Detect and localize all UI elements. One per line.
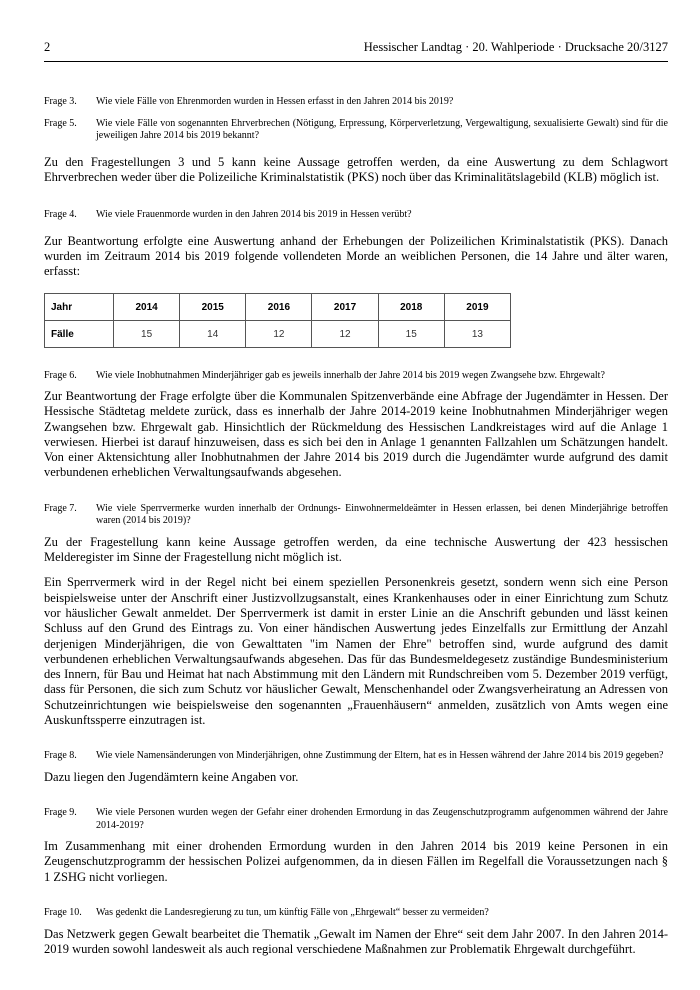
- document-page: [44, 40, 668, 957]
- answer-8: Dazu liegen den Jugendämtern keine Angaben vor.: [44, 769, 299, 784]
- running-title: Hessischer Landtag · 20. Wahlperiode · Drucksache 20/3127: [363, 40, 668, 54]
- question-7: [44, 503, 668, 528]
- question-label: Frage 6.: [44, 370, 77, 382]
- question-6: [44, 370, 668, 383]
- table-cell-year: 2017: [312, 294, 378, 321]
- table-cell-year: 2014: [114, 294, 180, 321]
- question-text: Wie viele Inobhutnahmen Minderjähriger gab es jeweils innerhalb der Jahre 2014 bis 2019 wegen Zwangsehe bzw. Ehrgewalt?: [96, 370, 605, 382]
- table-cell-year: 2015: [180, 294, 246, 321]
- table-row-cases: [45, 321, 511, 348]
- answer-7-intro: Zu der Fragestellung kann keine Aussage getroffen werden, da eine technische Auswertung der 423 hessischen Melderegister im Sinne der Fragestellung nicht möglich ist.: [44, 534, 668, 565]
- answer-10: Das Netzwerk gegen Gewalt bearbeitet die Thematik „Gewalt im Namen der Ehre“ seit dem Jahr 2007. In den Jahren 2014-2019 wurden sowohl landesweit als auch regional verschiedene Maßnahmen zur Problematik Ehrgewalt durchgeführt.: [44, 926, 668, 956]
- question-label: Frage 4.: [44, 209, 77, 221]
- table-cell-cases: 12: [312, 321, 378, 348]
- question-8: [44, 750, 668, 763]
- question-label: Frage 5.: [44, 117, 77, 129]
- question-9: [44, 807, 668, 832]
- question-text: Wie viele Sperrvermerke wurden innerhalb der Ordnungs- Einwohnermeldeämter in Hessen erlassen, bei denen Minderjährige betroffen waren (2014 bis 2019)?: [96, 502, 668, 527]
- table-row-header: Jahr: [45, 294, 114, 321]
- answer-4: Zur Beantwortung erfolgte eine Auswertung anhand der Erhebungen der Polizeilichen Kriminalstatistik (PKS). Danach wurden im Zeitraum 2014 bis 2019 folgende vollendeten Morde an weiblichen Personen, die 14 Jahre und älter waren, erfasst:: [44, 233, 668, 279]
- page-number: 2: [44, 40, 51, 54]
- table-cell-cases: 15: [114, 321, 180, 348]
- table-cell-year: 2019: [444, 294, 510, 321]
- question-text: Was gedenkt die Landesregierung zu tun, um künftig Fälle von „Ehrgewalt“ besser zu vermeiden?: [96, 907, 489, 919]
- question-label: Frage 10.: [44, 907, 82, 919]
- question-10: [44, 907, 668, 920]
- question-text: Wie viele Namensänderungen von Minderjährigen, ohne Zustimmung der Eltern, hat es in Hessen während der Jahre 2014 bis 2019 gegeben?: [96, 750, 664, 762]
- table-cell-year: 2016: [246, 294, 312, 321]
- question-label: Frage 7.: [44, 502, 77, 514]
- answer-3-5: Zu den Fragestellungen 3 und 5 kann keine Aussage getroffen werden, da eine Auswertung zu dem Schlagwort Ehrverbrechen weder über die Polizeiliche Kriminalstatistik (PKS) noch über das Kriminalitätslagebild (KLB) möglich ist.: [44, 154, 668, 184]
- answer-6: Zur Beantwortung der Frage erfolgte über die Kommunalen Spitzenverbände eine Abfrage der Jugendämter in Hessen. Der Hessische Städtetag meldete zurück, dass es innerhalb der Jahre 2014-2019 keine Inobhutnahmen Minderjähriger wegen Zwangsehen bzw. Ehrgewalt gab. Hinsichtlich der Rückmeldung des Hessischen Landkreistages wird auf die Anlage 1 verwiesen. Hierbei ist darauf hinzuweisen, dass es sich bei den in Anlage 1 genannten Fallzahlen um Schätzungen handelt. Von einer Aktensichtung aller Inobhutnahmen der Jahre 2014 bis 2019 durch die Jugendämter wurde aufgrund des damit verbundenen erheblichen Verwaltungsaufwands abgesehen.: [44, 388, 668, 480]
- table-row-header: Fälle: [45, 321, 114, 348]
- answer-7-detail: Ein Sperrvermerk wird in der Regel nicht bei einem speziellen Personenkreis gesetzt, sondern wenn sich eine Person beispielsweise unter der Anschrift einer Justizvollzugsanstalt, eines Krankenhauses oder in einer Einrichtung zum Schutz vor häuslicher Gewalt anmeldet. Der Sperrvermerk ist damit in erster Linie an die Anschrift gebunden und lässt keinen Schluss auf den Grund des Eintrags zu. Von einer händischen Auswertung jedes Einzelfalls zur Ermittlung der Anzahl derjenigen Minderjährigen, die von Gewalttaten "im Namen der Ehre" betroffen sind, wurde aufgrund des damit verbundenen erheblichen Verwaltungsaufwands abgesehen. Das für das Bundesmeldegesetz zuständige Bundesministerium des Innern, für Bau und Heimat hat nach Abstimmung mit den Ländern mit Rundschreiben vom 5. Dezember 2019 verfügt, dass für Personen, die sich zum Schutz vor häuslicher Gewalt, Menschenhandel oder Zwangsverheiratung an Adressen von Schutzeinrichtungen wie beispielsweise den sogenannten „Frauenhäusern“ anmelden, zusätzlich von Amts wegen eine Auskunftssperre einzutragen ist.: [44, 575, 668, 728]
- question-text: Wie viele Fälle von Ehrenmorden wurden in Hessen erfasst in den Jahren 2014 bis 2019?: [96, 96, 454, 107]
- answer-9: Im Zusammenhang mit einer drohenden Ermordung wurden in den Jahren 2014 bis 2019 keine Personen in ein Zeugenschutzprogramm der hessischen Polizei aufgenommen, da in diesen Fällen im Regelfall die Voraussetzungen nach § 1 ZSHG nicht vorliegen.: [44, 839, 668, 884]
- question-label: Frage 8.: [44, 750, 77, 762]
- question-label: Frage 3.: [44, 96, 77, 107]
- femicide-table: [44, 293, 511, 348]
- table-cell-cases: 13: [444, 321, 510, 348]
- table-cell-year: 2018: [378, 294, 444, 321]
- question-text: Wie viele Fälle von sogenannten Ehrverbrechen (Nötigung, Erpressung, Körperverletzung, Vergewaltigung, sexualisierte Gewalt) sind für die jeweiligen Jahre 2014 bis 2019 bekannt?: [96, 117, 668, 141]
- question-label: Frage 9.: [44, 807, 77, 819]
- table-cell-cases: 14: [180, 321, 246, 348]
- question-3: [44, 96, 668, 109]
- question-5: [44, 118, 668, 143]
- table-cell-cases: 15: [378, 321, 444, 348]
- table-row-years: [45, 294, 511, 321]
- page-header: [44, 40, 668, 62]
- question-text: Wie viele Personen wurden wegen der Gefahr einer drohenden Ermordung in das Zeugenschutzprogramm aufgenommen während der Jahre 2014-2019?: [96, 807, 668, 831]
- table-cell-cases: 12: [246, 321, 312, 348]
- question-text: Wie viele Frauenmorde wurden in den Jahren 2014 bis 2019 in Hessen verübt?: [96, 209, 412, 221]
- question-4: [44, 209, 668, 222]
